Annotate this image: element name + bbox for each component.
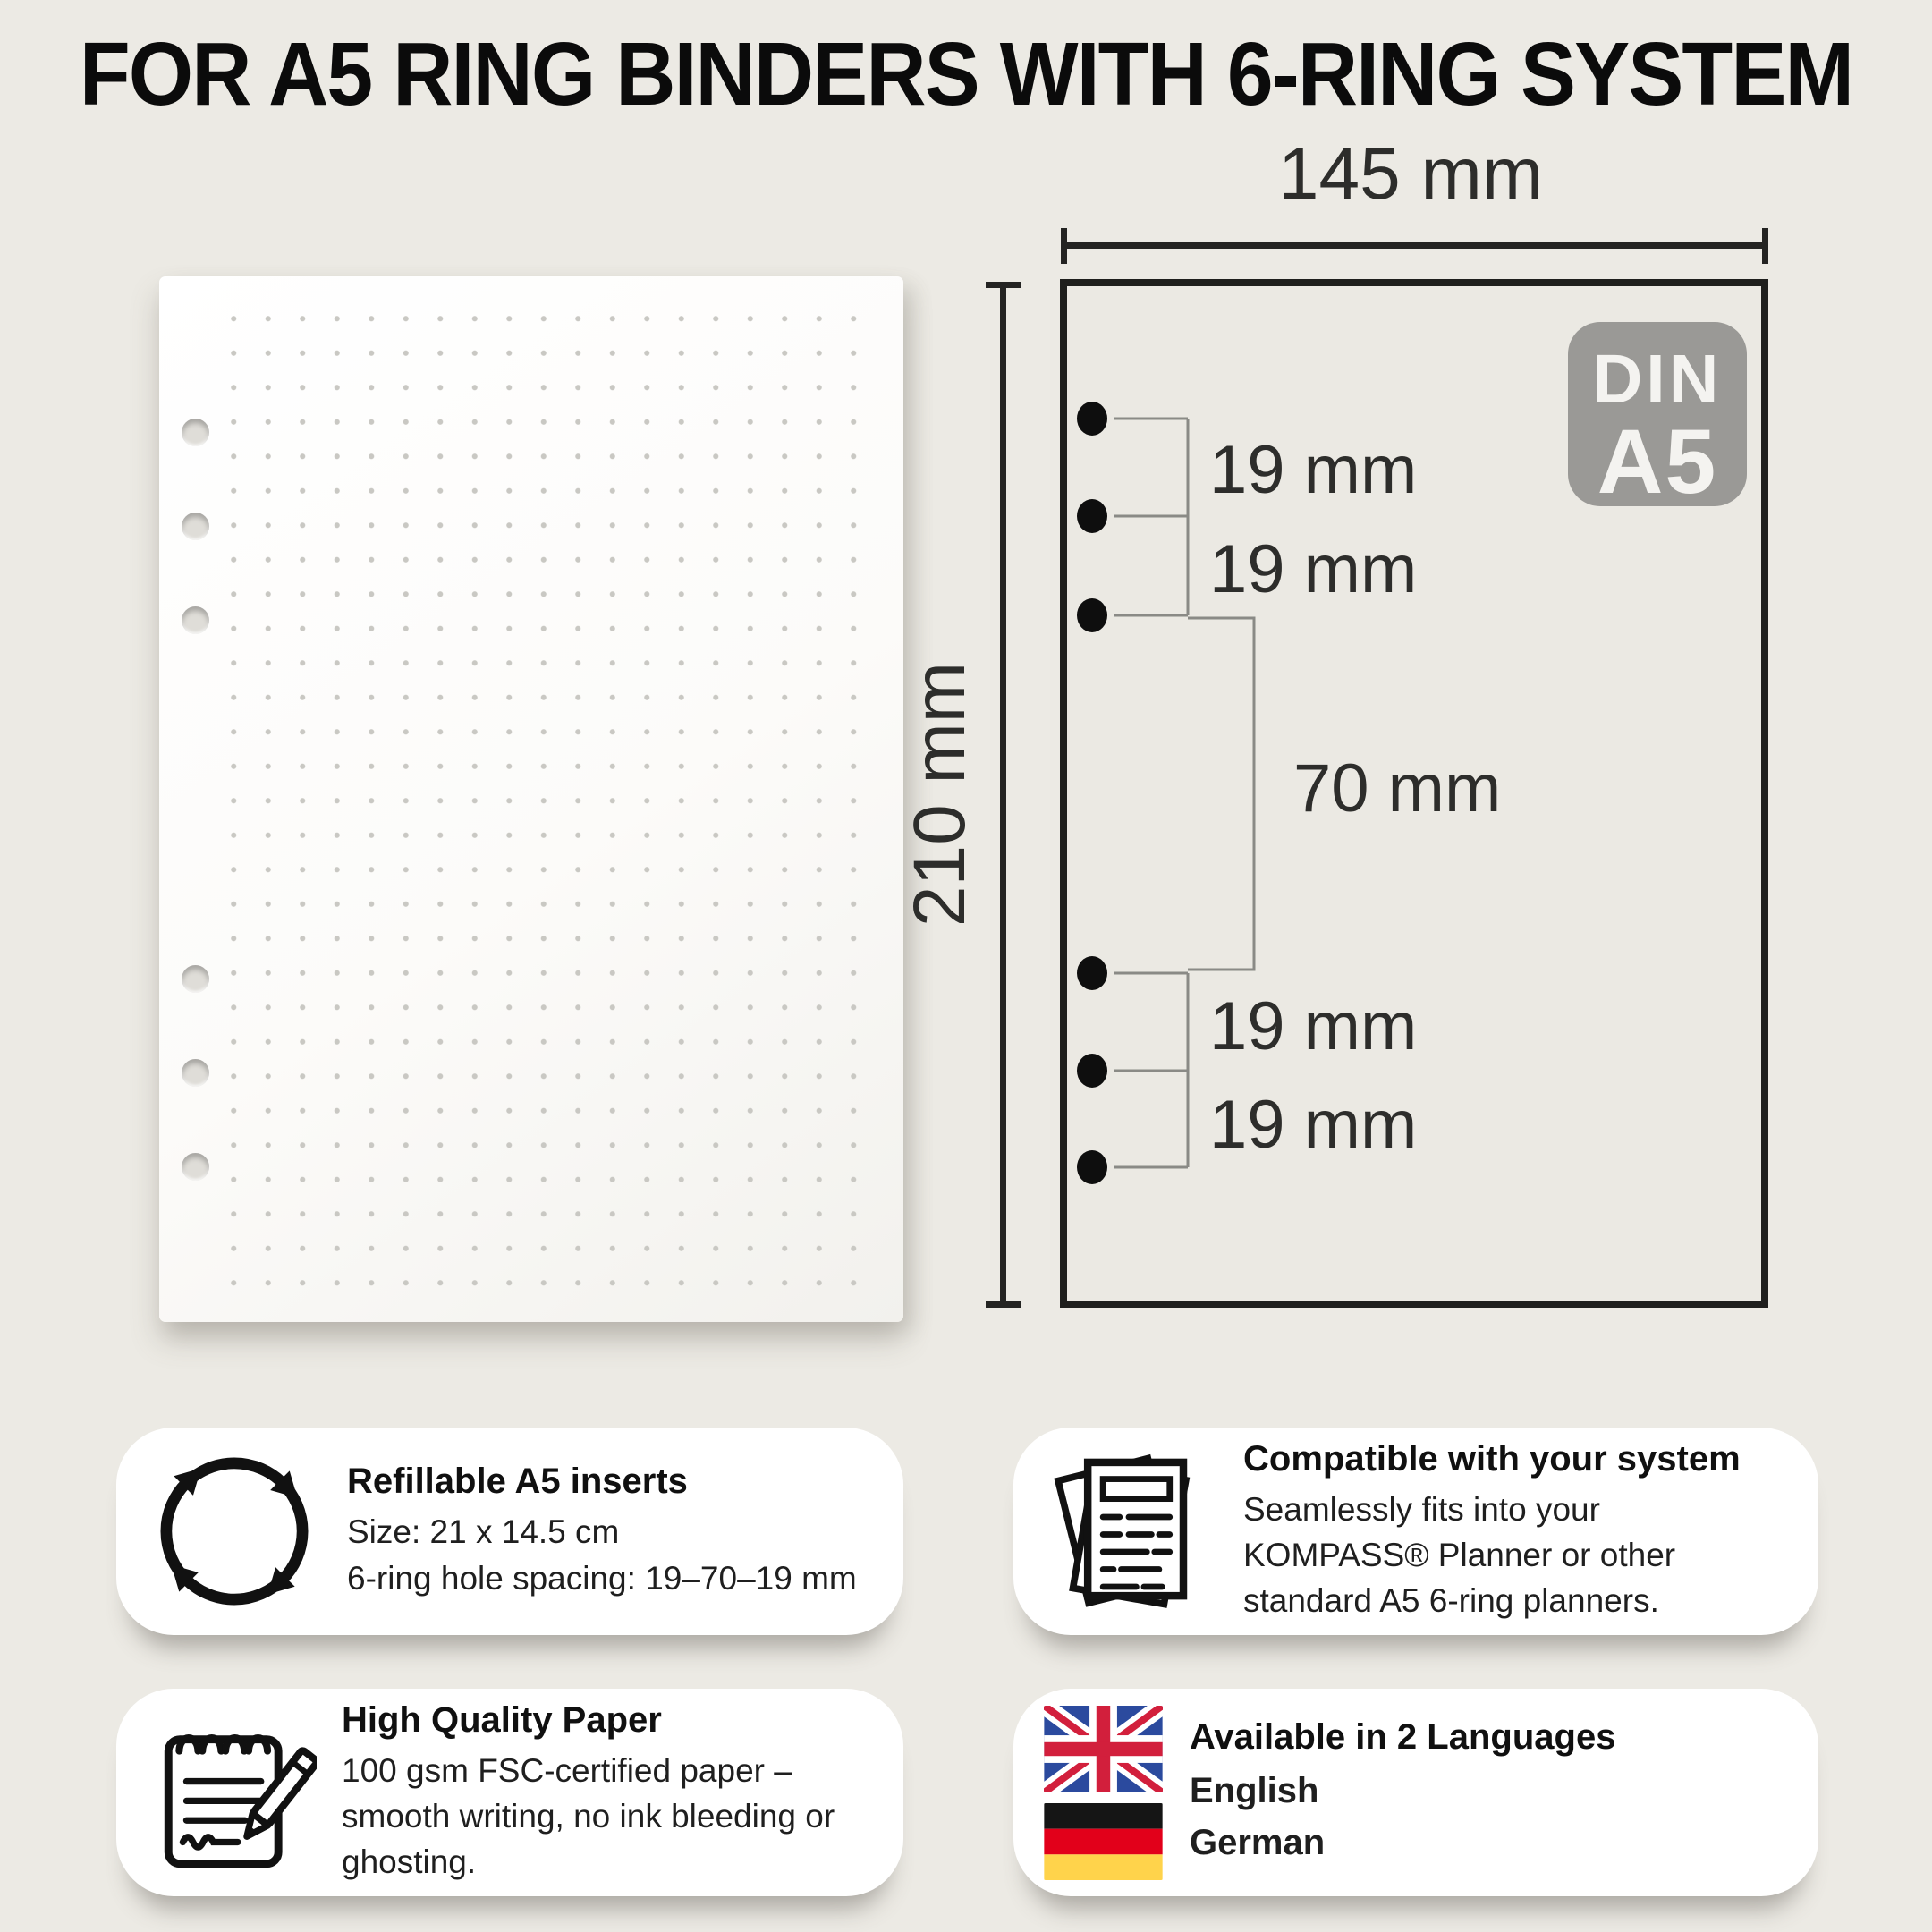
card-line: standard A5 6-ring planners. [1243,1582,1659,1620]
notepad-pencil-icon [147,1701,317,1885]
refill-cycle-icon [147,1444,322,1619]
card-line: ghosting. [342,1843,477,1881]
feature-card-languages [1013,1689,1818,1896]
feature-card-refillable [116,1428,903,1635]
punch-hole [182,1153,209,1181]
card-line: 100 gsm FSC-certified paper – [342,1751,792,1789]
dotted-paper-sheet [159,276,903,1322]
din-a5-badge [1568,322,1747,513]
feature-card-compatible [1013,1428,1818,1635]
punch-hole [182,965,209,993]
punch-hole [182,606,209,634]
din-a5-badge-line2: A5 [1597,411,1718,513]
height-dimension-label: 210 mm [899,661,980,928]
card-line: 6-ring hole spacing: 19–70–19 mm [347,1559,857,1597]
width-dimension-label: 145 mm [1277,133,1544,215]
card-line: German [1190,1822,1326,1862]
page-title: FOR A5 RING BINDERS WITH 6-RING SYSTEM [79,24,1853,124]
card-title: Compatible with your system [1243,1438,1741,1479]
card-line: smooth writing, no ink bleeding or [342,1797,835,1835]
punch-hole [182,419,209,446]
card-line: Size: 21 x 14.5 cm [347,1513,620,1551]
hole-spacing-label: 19 mm [1209,988,1418,1064]
card-line: English [1190,1770,1319,1810]
punch-hole [182,1059,209,1087]
card-title: High Quality Paper [342,1699,662,1740]
germany-flag-icon [1044,1803,1163,1880]
din-a5-badge-line1: DIN [1592,341,1723,418]
hole-spacing-label: 19 mm [1209,531,1418,607]
card-title: Refillable A5 inserts [347,1462,688,1502]
punch-hole [182,513,209,540]
hole-spacing-label: 70 mm [1293,750,1502,826]
dot-grid [216,301,878,1292]
uk-flag-icon [1044,1706,1163,1792]
height-dimension-line [1000,282,1006,1308]
feature-card-paper-quality [116,1689,903,1896]
hole-spacing-label: 19 mm [1209,432,1418,508]
card-line: Seamlessly fits into your [1243,1490,1600,1528]
paper-stack-icon [1044,1440,1218,1623]
card-title: Available in 2 Languages [1190,1716,1616,1757]
hole-spacing-label: 19 mm [1209,1087,1418,1163]
card-line: KOMPASS® Planner or other [1243,1536,1676,1573]
width-dimension-line [1061,242,1768,249]
